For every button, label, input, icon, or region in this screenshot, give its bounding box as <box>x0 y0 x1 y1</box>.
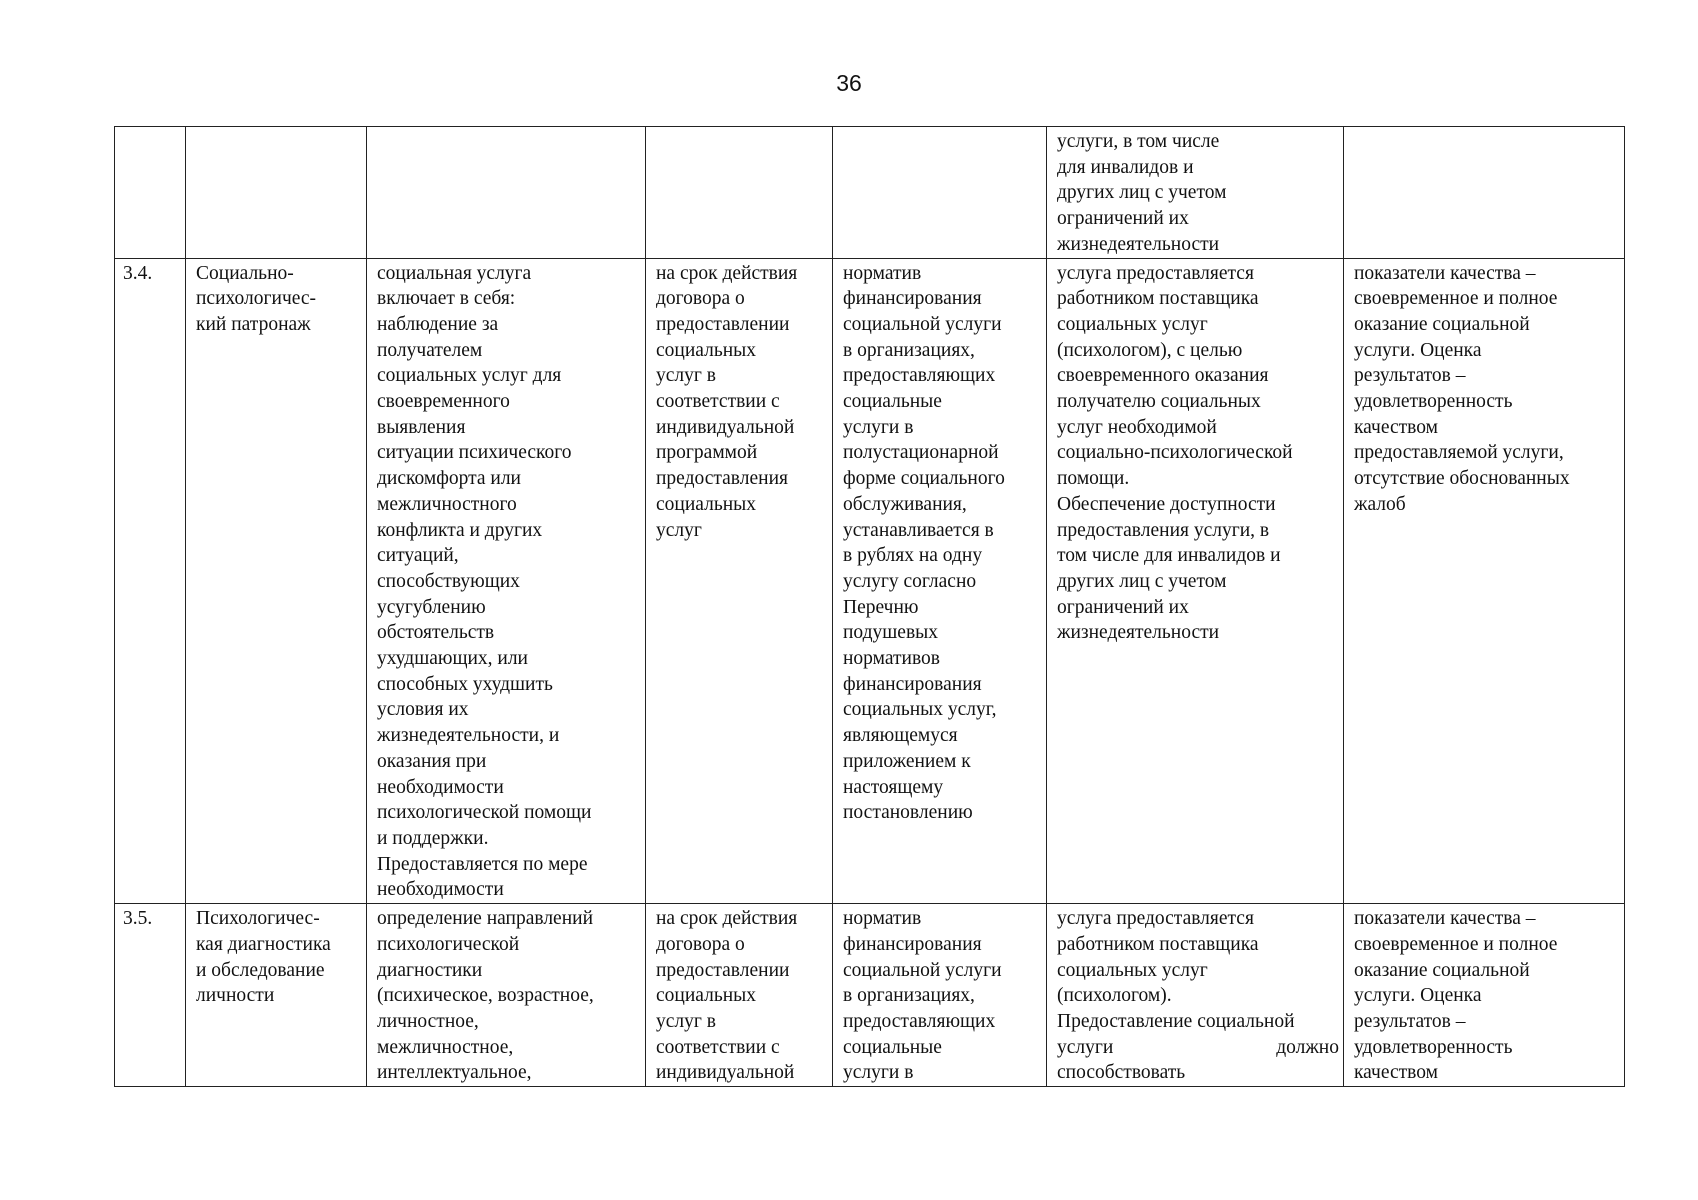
cell-service-norm: норматив финансирования социальной услуги в организациях, предоставляющих социальные услуги в <box>833 904 1047 1087</box>
cell-service-norm: норматив финансирования социальной услуги в организациях, предоставляющих социальные услуги в полустационарной форме социального обслуживания, устанавливается в в рублях на одну услугу согласно Перечню подушевых нормативов финансирования социальных услуг, являющемуся приложением к настоящему постановлению <box>833 258 1047 904</box>
cell-service-name: Психологичес- кая диагностика и обследование личности <box>186 904 367 1087</box>
cell-service-name: Социально- психологичес- кий патронаж <box>186 258 367 904</box>
cell-service-quality: показатели качества – своевременное и полное оказание социальной услуги. Оценка результатов – удовлетворенность качеством предоставляемой услуги, отсутствие обоснованных жалоб <box>1344 258 1625 904</box>
cell-service-content <box>367 127 646 259</box>
cell-service-quality <box>1344 127 1625 259</box>
cell-service-content: социальная услуга включает в себя: наблюдение за получателем социальных услуг для своевременного выявления ситуации психического дискомфорта или межличностного конфликта и других ситуаций, способствующих усугублению обстоятельств ухудшающих, или способных ухудшить условия их жизнедеятельности, и оказания при необходимости психологической помощи и поддержки. Предоставляется по мере необходимости <box>367 258 646 904</box>
cell-number <box>115 127 186 259</box>
conditions-line: Предоставление социальной <box>1057 1010 1295 1032</box>
conditions-line: услуга предоставляется <box>1057 908 1254 930</box>
conditions-justified-line <box>1057 1035 1339 1061</box>
conditions-line: работником поставщика <box>1057 933 1259 955</box>
table-row <box>115 904 1625 1087</box>
cell-service-conditions: услуги, в том числе для инвалидов и других лиц с учетом ограничений их жизнедеятельности <box>1047 127 1344 259</box>
cell-service-quality: показатели качества – своевременное и полное оказание социальной услуги. Оценка результатов – удовлетворенность качеством <box>1344 904 1625 1087</box>
cell-service-content: определение направлений психологической диагностики (психическое, возрастное, личностное, межличностное, интеллектуальное, <box>367 904 646 1087</box>
cell-service-conditions <box>1047 904 1344 1087</box>
cell-service-term: на срок действия договора о предоставлении социальных услуг в соответствии с индивидуальной <box>646 904 833 1087</box>
cell-service-name <box>186 127 367 259</box>
page-number: 36 <box>836 70 862 96</box>
services-table <box>114 126 1625 1087</box>
cell-service-term: на срок действия договора о предоставлении социальных услуг в соответствии с индивидуальной программой предоставления социальных услуг <box>646 258 833 904</box>
cell-number: 3.4. <box>115 258 186 904</box>
conditions-line: (психологом). <box>1057 985 1172 1007</box>
cell-number: 3.5. <box>115 904 186 1087</box>
cell-service-conditions: услуга предоставляется работником поставщика социальных услуг (психологом), с целью своевременного оказания получателю социальных услуг необходимой социально-психологической помощи. Обеспечение доступности предоставления услуги, в том числе для инвалидов и других лиц с учетом ограничений их жизнедеятельности <box>1047 258 1344 904</box>
conditions-word: должно <box>1276 1036 1339 1058</box>
conditions-word: услуги <box>1057 1036 1114 1058</box>
cell-service-norm <box>833 127 1047 259</box>
table-row <box>115 127 1625 259</box>
conditions-line: способствовать <box>1057 1062 1186 1082</box>
conditions-line: социальных услуг <box>1057 959 1208 981</box>
table-row <box>115 258 1625 904</box>
cell-service-term <box>646 127 833 259</box>
